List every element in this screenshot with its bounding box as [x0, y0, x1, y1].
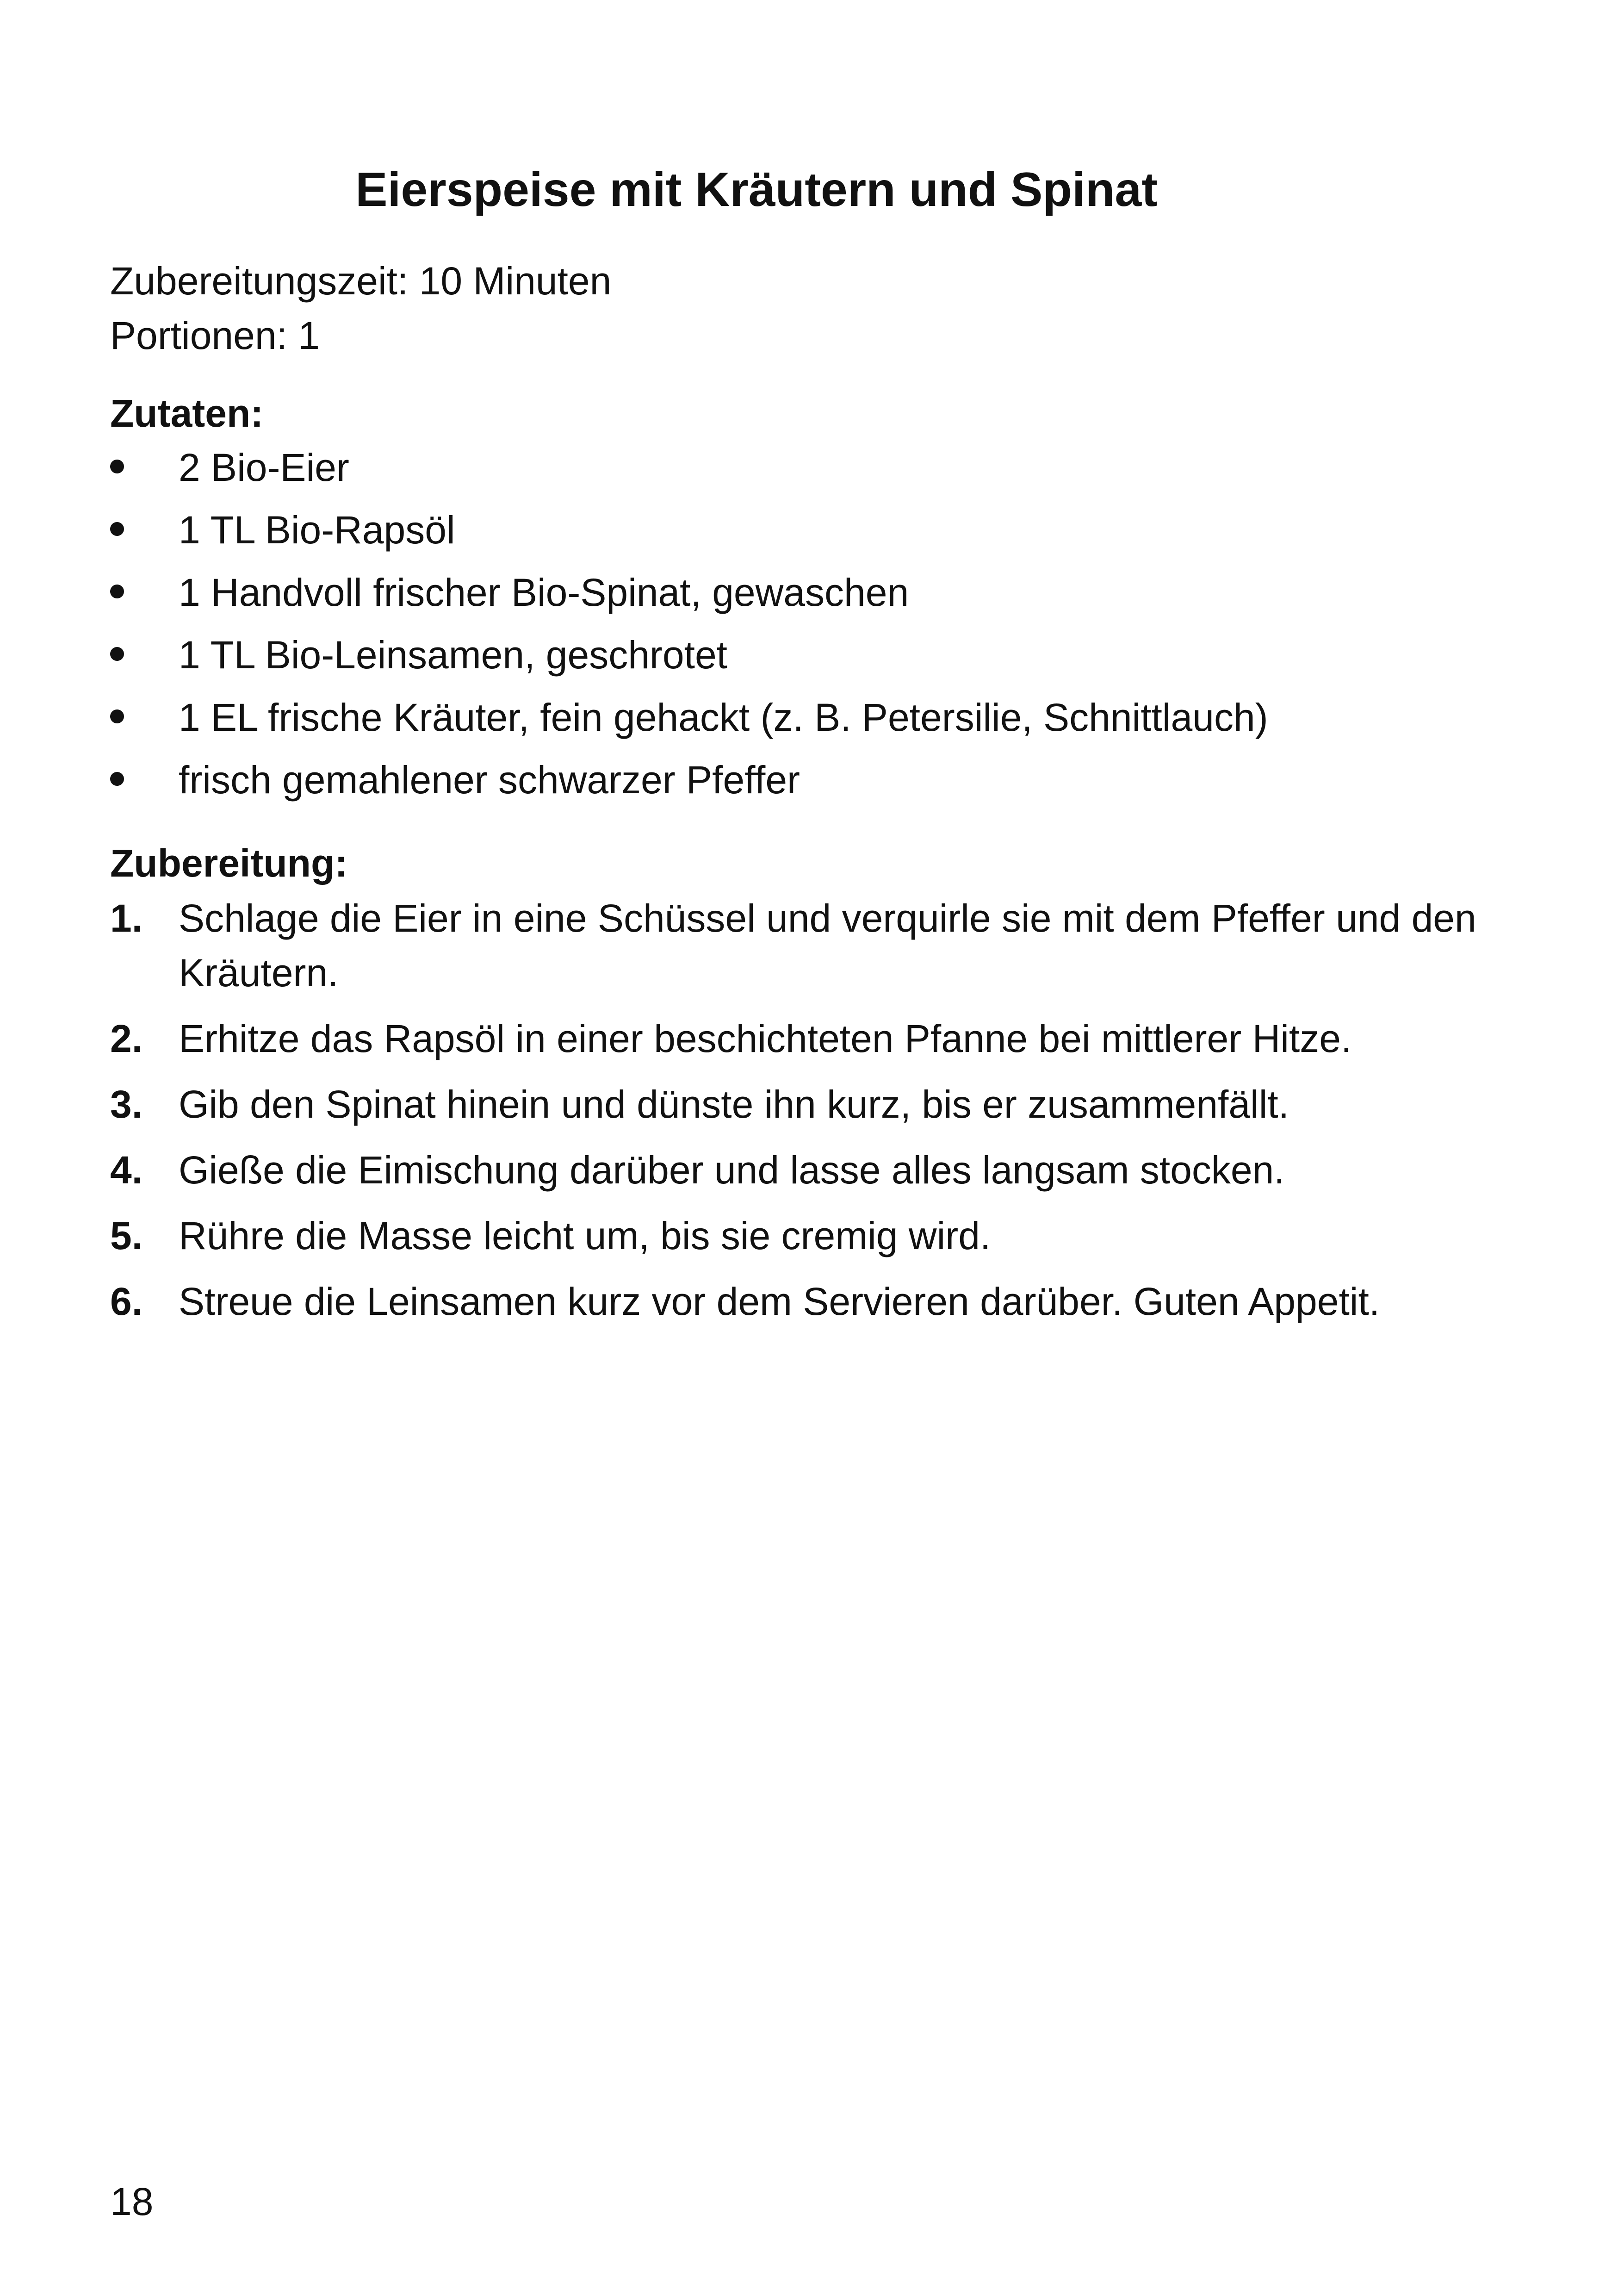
- step-text: Streue die Leinsamen kurz vor dem Servieren darüber. Guten Appetit.: [179, 1280, 1380, 1323]
- ingredient-item: [110, 692, 1498, 754]
- step-text: Gib den Spinat hinein und dünste ihn kurz, bis er zusammenfällt.: [179, 1083, 1289, 1126]
- ingredient-text: frisch gemahlener schwarzer Pfeffer: [179, 758, 800, 802]
- ingredient-text: 1 TL Bio-Rapsöl: [179, 508, 455, 552]
- ingredients-list: [110, 442, 1498, 817]
- bullet-icon: [110, 522, 124, 536]
- ingredient-text: 2 Bio-Eier: [179, 446, 349, 489]
- step-number: 2.: [110, 1017, 143, 1060]
- step-number: 6.: [110, 1280, 143, 1323]
- bullet-icon: [110, 585, 124, 598]
- step-item: [110, 1011, 1521, 1066]
- step-item: [110, 1143, 1521, 1197]
- preparation-heading: Zubereitung:: [110, 841, 348, 885]
- servings: Portionen: 1: [110, 314, 320, 357]
- ingredient-text: 1 Handvoll frischer Bio-Spinat, gewaschen: [179, 571, 909, 614]
- page-number: 18: [110, 2180, 154, 2223]
- recipe-meta: [110, 254, 611, 363]
- step-item: [110, 891, 1521, 1000]
- step-item: [110, 1077, 1521, 1132]
- bullet-icon: [110, 647, 124, 661]
- bullet-icon: [110, 709, 124, 723]
- step-number: 1.: [110, 896, 143, 940]
- step-text: Gieße die Eimischung darüber und lasse alles langsam stocken.: [179, 1148, 1285, 1192]
- ingredients-heading: Zutaten:: [110, 392, 264, 435]
- prep-time: Zubereitungszeit: 10 Minuten: [110, 259, 612, 303]
- step-item: [110, 1208, 1521, 1263]
- step-text: Schlage die Eier in eine Schüssel und verquirle sie mit dem Pfeffer und den Kräutern.: [179, 896, 1476, 995]
- bullet-icon: [110, 772, 124, 786]
- ingredient-text: 1 EL frische Kräuter, fein gehackt (z. B. Petersilie, Schnittlauch): [179, 696, 1268, 739]
- ingredient-text: 1 TL Bio-Leinsamen, geschrotet: [179, 633, 728, 677]
- recipe-title: Eierspeise mit Kräutern und Spinat: [355, 163, 1158, 217]
- preparation-steps: [110, 891, 1521, 1340]
- ingredient-item: [110, 754, 1498, 817]
- ingredient-item: [110, 504, 1498, 567]
- step-text: Rühre die Masse leicht um, bis sie cremig wird.: [179, 1214, 991, 1257]
- ingredient-item: [110, 567, 1498, 629]
- step-number: 4.: [110, 1148, 143, 1192]
- step-number: 3.: [110, 1083, 143, 1126]
- step-item: [110, 1274, 1521, 1329]
- ingredient-item: [110, 442, 1498, 504]
- bullet-icon: [110, 460, 124, 473]
- step-text: Erhitze das Rapsöl in einer beschichteten Pfanne bei mittlerer Hitze.: [179, 1017, 1352, 1060]
- ingredient-item: [110, 629, 1498, 692]
- step-number: 5.: [110, 1214, 143, 1257]
